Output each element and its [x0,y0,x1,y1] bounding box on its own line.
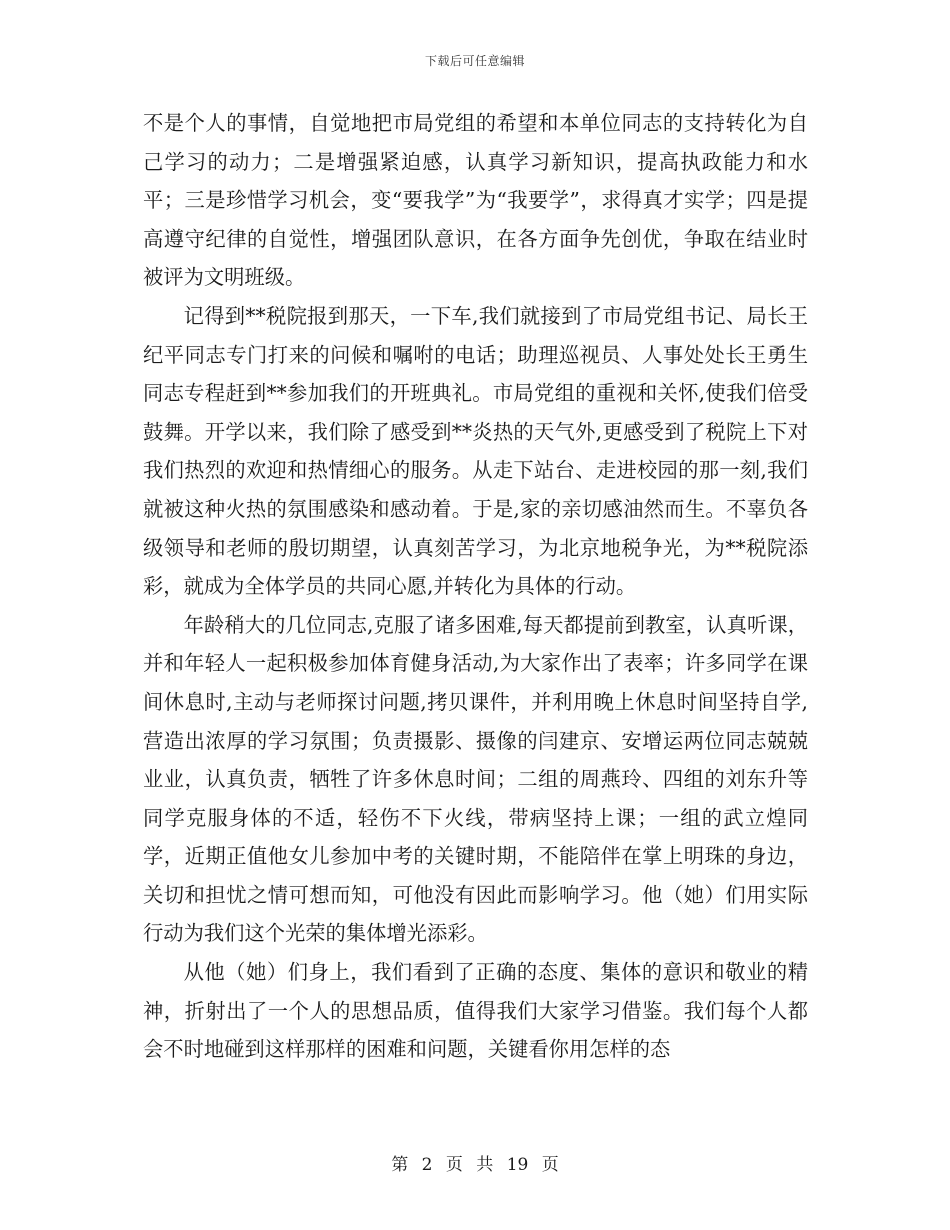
paragraph-4: 从他（她）们身上，我们看到了正确的态度、集体的意识和敬业的精神，折射出了一个人的思想品质，值得我们大家学习借鉴。我们每个人都会不时地碰到这样那样的困难和问题，关键看你用怎样的态 [143,960,808,1062]
document-body [143,104,808,1069]
footer-total-prefix: 共 [476,1155,494,1175]
footer-total-pages: 19 [506,1155,529,1175]
footer-page-label: 页 [445,1155,463,1175]
page-footer [0,1150,950,1175]
paragraph-3: 年龄稍大的几位同志,克服了诸多困难,每天都提前到教室，认真听课，并和年轻人一起积极参加体育健身活动,为大家作出了表率；许多同学在课间休息时,主动与老师探讨问题,拷贝课件，并利用晚上休息时间坚持自学,营造出浓厚的学习氛围；负责摄影、摄像的闫建京、安增运两位同志兢兢业业，认真负责，牺牲了许多休息时间；二组的周燕玲、四组的刘东升等同学克服身体的不适，轻伤不下火线，带病坚持上课；一组的武立煌同学，近期正值他女儿参加中考的关键时期，不能陪伴在掌上明珠的身边，关切和担忧之情可想而知，可他没有因此而影响学习。他（她）们用实际行动为我们这个光荣的集体增光添彩。 [143,612,808,946]
footer-total-label: 页 [541,1155,559,1175]
page-header: 下载后可任意编辑 [424,54,525,68]
paragraph-1: 不是个人的事情，自觉地把市局党组的希望和本单位同志的支持转化为自己学习的动力；二是增强紧迫感，认真学习新知识，提高执政能力和水平；三是珍惜学习机会，变“要我学”为“我要学”，求得真才实学；四是提高遵守纪律的自觉性，增强团队意识，在各方面争先创优，争取在结业时被评为文明班级。 [143,111,808,290]
paragraph-2: 记得到**税院报到那天，一下车,我们就接到了市局党组书记、局长王纪平同志专门打来的问候和嘱咐的电话；助理巡视员、人事处处长王勇生同志专程赶到**参加我们的开班典礼。市局党组的重视和关怀,使我们倍受鼓舞。开学以来，我们除了感受到**炎热的天气外,更感受到了税院上下对我们热烈的欢迎和热情细心的服务。从走下站台、走进校园的那一刻,我们就被这种火热的氛围感染和感动着。于是,家的亲切感油然而生。不辜负各级领导和老师的殷切期望，认真刻苦学习，为北京地税争光，为**税院添彩，就成为全体学员的共同心愿,并转化为具体的行动。 [143,303,808,599]
footer-prefix: 第 [391,1155,409,1175]
footer-page-number: 2 [421,1155,433,1175]
